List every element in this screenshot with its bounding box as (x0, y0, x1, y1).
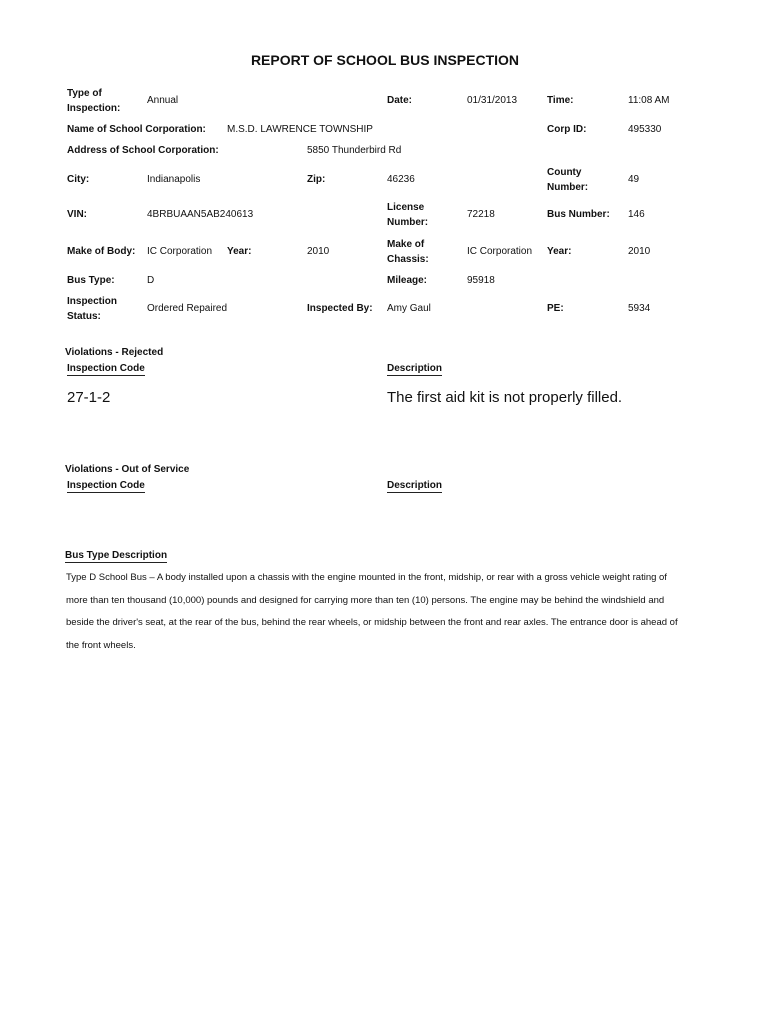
body-year-label: Year: (227, 246, 252, 257)
violations-rejected-heading: Violations - Rejected (65, 347, 164, 358)
date-value: 01/31/2013 (467, 95, 518, 106)
bus-type-value: D (147, 275, 155, 286)
body-year-value: 2010 (307, 246, 330, 257)
inspected-by-value: Amy Gaul (387, 303, 431, 314)
body-make-value: IC Corporation (147, 246, 213, 257)
address-value: 5850 Thunderbird Rd (307, 145, 402, 156)
mileage-label: Mileage: (387, 275, 428, 286)
address-label: Address of School Corporation: (67, 145, 219, 156)
body-make-label: Make of Body: (67, 246, 136, 257)
corp-name-label: Name of School Corporation: (67, 124, 206, 135)
vin-label: VIN: (67, 209, 87, 220)
vin-value: 4BRBUAAN5AB240613 (147, 209, 254, 220)
chassis-year-value: 2010 (628, 246, 651, 257)
bus-number-label: Bus Number: (547, 209, 610, 220)
zip-value: 46236 (387, 174, 415, 185)
type-label-line-2: Inspection: (67, 103, 121, 114)
license-number-value: 72218 (467, 209, 495, 220)
city-label: City: (67, 174, 90, 185)
chassis-make-label (387, 237, 429, 267)
inspection-status-value: Ordered Repaired (147, 303, 228, 314)
violations-oos-heading: Violations - Out of Service (65, 464, 190, 475)
license-number-label (387, 200, 428, 230)
type-label-line-1: Type of (67, 88, 102, 99)
license-label-line-1: License (387, 202, 425, 213)
county-label-line-1: County (547, 167, 582, 178)
chassis-make-value: IC Corporation (467, 246, 533, 257)
license-label-line-2: Number: (387, 217, 429, 228)
pe-value: 5934 (628, 303, 651, 314)
date-label: Date: (387, 95, 413, 106)
rejected-description-header: Description (387, 363, 443, 374)
chassis-label-line-1: Make of (387, 239, 425, 250)
time-value: 11:08 AM (628, 95, 670, 106)
corp-id-value: 495330 (628, 124, 662, 135)
rejected-violation-code: 27-1-2 (67, 389, 111, 406)
corp-id-label: Corp ID: (547, 124, 587, 135)
mileage-value: 95918 (467, 275, 495, 286)
county-label-line-2: Number: (547, 182, 589, 193)
inspection-status-label (67, 294, 117, 324)
time-label: Time: (547, 95, 574, 106)
city-value: Indianapolis (147, 174, 201, 185)
rejected-violation-description: The first aid kit is not properly filled. (387, 389, 623, 406)
zip-label: Zip: (307, 174, 326, 185)
pe-label: PE: (547, 303, 564, 314)
bus-number-value: 146 (628, 209, 645, 220)
chassis-year-label: Year: (547, 246, 572, 257)
rejected-code-header: Inspection Code (67, 363, 145, 374)
status-label-line-2: Status: (67, 311, 101, 322)
corp-name-value: M.S.D. LAWRENCE TOWNSHIP (227, 124, 373, 135)
oos-description-header: Description (387, 480, 443, 491)
county-number-label (547, 165, 588, 195)
type-of-inspection-value: Annual (147, 95, 179, 106)
bus-type-description-text: Type D School Bus – A body installed upon a chassis with the engine mounted in the front, midship, or rear with a gross vehicle weight rating of more than ten thousand (10,000) pounds and designed for carrying more than ten (10) persons. The engine may be behind the windshield and beside the driver's seat, at the rear of the bus, behind the rear wheels, or midship between the front and rear axles. The entrance door is ahead of the front wheels. (66, 572, 678, 651)
status-label-line-1: Inspection (67, 296, 118, 307)
type-of-inspection-label (67, 86, 120, 116)
chassis-label-line-2: Chassis: (387, 254, 429, 265)
bus-type-description-heading: Bus Type Description (65, 550, 168, 561)
inspected-by-label: Inspected By: (307, 303, 373, 314)
county-number-value: 49 (628, 174, 640, 185)
report-title: REPORT OF SCHOOL BUS INSPECTION (250, 52, 520, 68)
bus-type-label: Bus Type: (67, 275, 115, 286)
oos-code-header: Inspection Code (67, 480, 145, 491)
